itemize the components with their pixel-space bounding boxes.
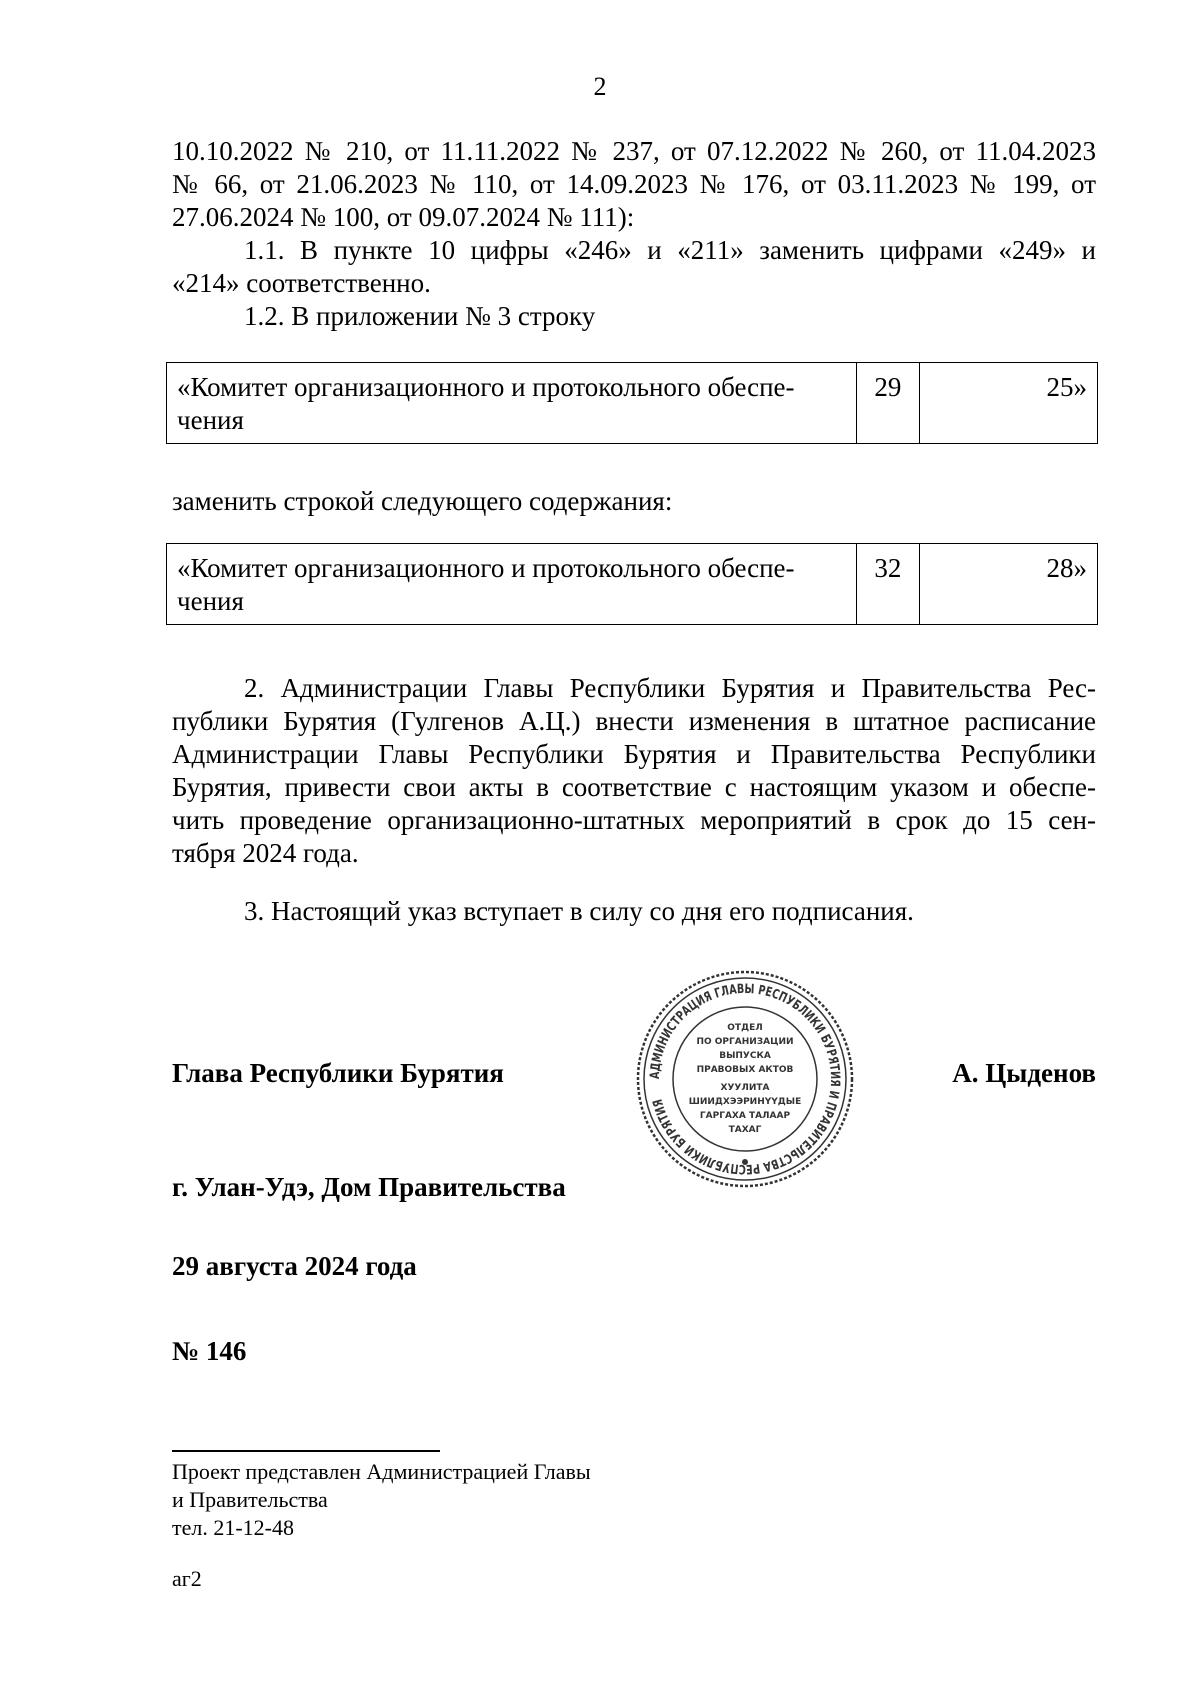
new-row-name xyxy=(167,544,857,625)
signature-position: Глава Республики Бурятия xyxy=(172,1058,504,1088)
item-2-line-1: 2. Администрации Главы Республики Бурятия и Правительства Рес- xyxy=(244,673,1096,703)
stamp-center-line-5: ХУУЛИТА xyxy=(720,1083,770,1093)
replace-text: заменить строкой следующего содержания: xyxy=(172,486,673,516)
intro-line-1: 10.10.2022 № 210, от 11.11.2022 № 237, от 07.12.2022 № 260, от 11.04.2023 xyxy=(172,136,1096,166)
item-2-line-6: тября 2024 года. xyxy=(172,838,359,868)
footnote-line-3: тел. 21-12-48 xyxy=(172,1515,295,1540)
footnote-line-2: и Правительства xyxy=(172,1487,328,1512)
date: 29 августа 2024 года xyxy=(172,1251,417,1281)
item-1-1-line-1: 1.1. В пункте 10 цифры «246» и «211» заменить цифрами «249» и xyxy=(244,235,1096,265)
new-row-col3: 28» xyxy=(919,544,1097,625)
intro-line-3: 27.06.2024 № 100, от 09.07.2024 № 111): xyxy=(172,202,635,232)
item-3: 3. Настоящий указ вступает в силу со дня его подписания. xyxy=(244,896,914,926)
old-row-name xyxy=(167,363,857,444)
signature-name: А. Цыденов xyxy=(952,1058,1096,1088)
new-row-name-line-2: чения xyxy=(177,586,244,616)
old-row-table xyxy=(166,362,1098,444)
table-row xyxy=(167,363,1098,444)
item-1-1-line-2: «214» соответственно. xyxy=(172,268,431,298)
item-1-2: 1.2. В приложении № 3 строку xyxy=(244,301,596,331)
old-row-col2: 29 xyxy=(856,363,919,444)
footnote-line-1: Проект представлен Администрацией Главы xyxy=(172,1459,591,1484)
place: г. Улан-Удэ, Дом Правительства xyxy=(172,1172,566,1202)
item-2-line-5: чить проведение организационно-штатных мероприятий в срок до 15 сен- xyxy=(172,805,1096,835)
new-row-name-line-1: «Комитет организационного и протокольного обеспе- xyxy=(177,553,795,583)
stamp-center-line-8: ТАХАГ xyxy=(728,1125,762,1135)
old-row-name-line-1: «Комитет организационного и протокольного обеспе- xyxy=(177,372,795,402)
new-row-col2: 32 xyxy=(856,544,919,625)
official-stamp xyxy=(634,968,856,1190)
stamp-seal-graphic xyxy=(634,968,856,1190)
stamp-center-line-3: ВЫПУСКА xyxy=(719,1051,771,1061)
old-row-col3: 25» xyxy=(919,363,1097,444)
decree-number: № 146 xyxy=(172,1336,247,1366)
item-2-line-4: Бурятия, привести свои акты в соответствие с настоящим указом и обеспе- xyxy=(172,772,1096,802)
stamp-center-line-4: ПРАВОВЫХ АКТОВ xyxy=(696,1065,794,1075)
item-2-line-2: публики Бурятия (Гулгенов А.Ц.) внести изменения в штатное расписание xyxy=(172,706,1096,736)
document-code: аг2 xyxy=(172,1566,202,1591)
footnote-divider xyxy=(172,1450,440,1452)
stamp-center-line-2: ПО ОРГАНИЗАЦИИ xyxy=(696,1037,794,1047)
table-row xyxy=(167,544,1098,625)
old-row-name-line-2: чения xyxy=(177,405,244,435)
stamp-star-icon xyxy=(742,1159,748,1165)
stamp-center-line-1: ОТДЕЛ xyxy=(727,1023,763,1033)
page-number: 2 xyxy=(593,72,607,101)
new-row-table xyxy=(166,543,1098,625)
stamp-outer-text: АДМИНИСТРАЦИЯ ГЛАВЫ РЕСПУБЛИКИ БУРЯТИЯ И ПРАВИТЕЛЬСТВА РЕСПУБЛИКИ БУРЯТИЯ xyxy=(647,981,843,1177)
stamp-center-line-7: ГАРГАХА ТАЛААР xyxy=(699,1111,791,1121)
stamp-center-line-6: ШИИДХЭЭРИНҮҮДЫЕ xyxy=(688,1097,802,1107)
item-2-line-3: Администрации Главы Республики Бурятия и Правительства Республики xyxy=(172,739,1096,769)
intro-line-2: № 66, от 21.06.2023 № 110, от 14.09.2023 № 176, от 03.11.2023 № 199, от xyxy=(172,169,1096,199)
